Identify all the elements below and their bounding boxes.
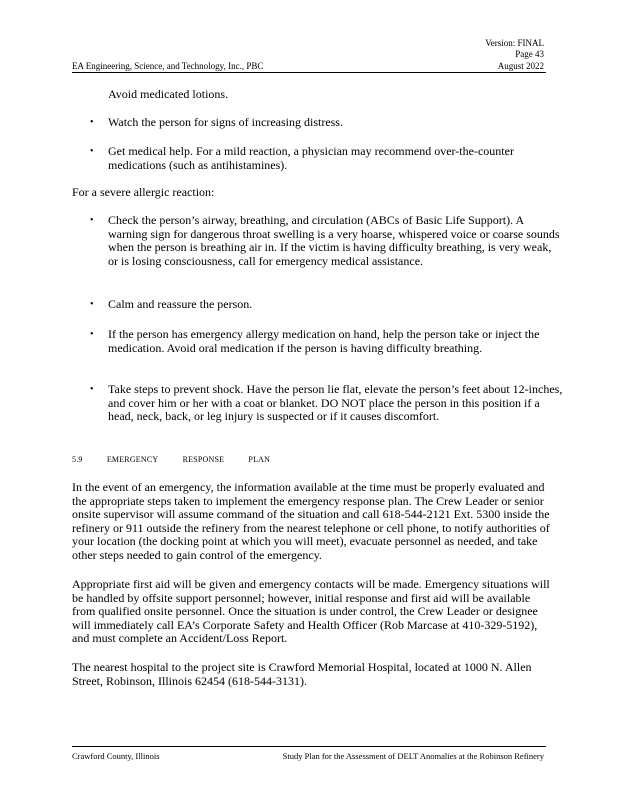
bullet-icon: • bbox=[90, 117, 94, 128]
section-number: 5.9 bbox=[72, 455, 83, 464]
section-word: RESPONSE bbox=[182, 455, 225, 464]
bullet-icon: • bbox=[90, 215, 94, 226]
bullet-icon: • bbox=[90, 384, 94, 395]
section-heading bbox=[72, 455, 292, 464]
footer-rule bbox=[72, 746, 546, 747]
paragraph: The nearest hospital to the project site is Crawford Memorial Hospital, located at 1000 N. Allen Street, Robinson, Illinois 62454 (618-544-3131). bbox=[72, 660, 532, 688]
document-date: August 2022 bbox=[497, 61, 544, 71]
bullet-icon: • bbox=[90, 146, 94, 157]
list-item-text: Calm and reassure the person. bbox=[108, 297, 253, 311]
list-item-text: Watch the person for signs of increasing distress. bbox=[108, 115, 343, 129]
company-name: EA Engineering, Science, and Technology, Inc., PBC bbox=[72, 61, 264, 71]
paragraph: In the event of an emergency, the information available at the time must be properly evaluated and the appropriate steps taken to implement the emergency response plan. The Crew Leader or senior onsite supervisor will assume command of the situation and call 618-544-2121 Ext. 5300 inside the refinery or 911 outside the refinery from the nearest telephone or cell phone, to notify authorities of your location (the docking point at which you will meet), evacuate personnel as needed, and take other steps needed to gain control of the emergency. bbox=[72, 480, 550, 562]
list-item-text: If the person has emergency allergy medication on hand, help the person take or inject the medication. Avoid oral medication if the person is having difficulty breathing. bbox=[108, 327, 540, 355]
header-rule bbox=[72, 72, 546, 73]
section-word: EMERGENCY bbox=[106, 455, 159, 464]
version-label: Version: FINAL bbox=[485, 38, 544, 48]
intro-line: Avoid medicated lotions. bbox=[108, 87, 229, 101]
page-number: Page 43 bbox=[515, 49, 544, 59]
footer-title: Study Plan for the Assessment of DELT Anomalies at the Robinson Refinery bbox=[282, 751, 544, 761]
section-word: PLAN bbox=[248, 455, 271, 464]
bullet-icon: • bbox=[90, 329, 94, 340]
severe-intro: For a severe allergic reaction: bbox=[72, 185, 215, 199]
list-item-text: Check the person’s airway, breathing, and circulation (ABCs of Basic Life Support). A warning sign for dangerous throat swelling is a very hoarse, whispered voice or coarse sounds when the person is breathing air in. If the victim is having difficulty breathing, is very weak, or is losing consciousness, call for emergency medical assistance. bbox=[108, 213, 560, 268]
footer-location: Crawford County, Illinois bbox=[72, 751, 160, 761]
bullet-icon: • bbox=[90, 299, 94, 310]
list-item-text: Take steps to prevent shock. Have the person lie flat, elevate the person’s feet about 12-inches, and cover him or her with a coat or blanket. DO NOT place the person in this position if a head, neck, back, or leg injury is suspected or if it causes discomfort. bbox=[108, 382, 563, 423]
paragraph: Appropriate first aid will be given and emergency contacts will be made. Emergency situations will be handled by offsite support personnel; however, initial response and first aid will be available from qualified onsite personnel. Once the situation is under control, the Crew Leader or designee will immediately call EA’s Corporate Safety and Health Officer (Rob Marcase at 410-329-5192), and must complete an Accident/Loss Report. bbox=[72, 577, 550, 645]
list-item-text: Get medical help. For a mild reaction, a physician may recommend over-the-counter medications (such as antihistamines). bbox=[108, 144, 514, 172]
